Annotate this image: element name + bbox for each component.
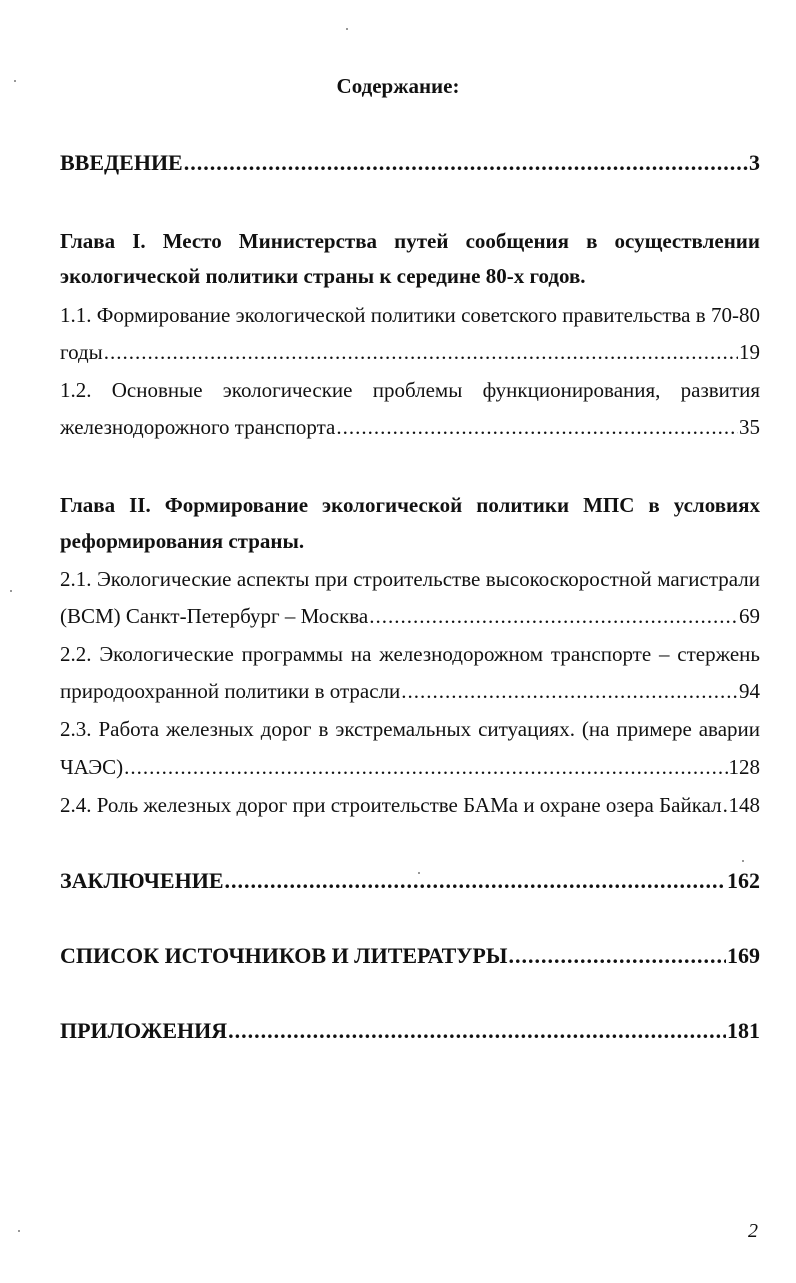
toc-entry-2-2 xyxy=(60,678,760,704)
dot-leader xyxy=(124,754,727,780)
toc-entry-page: 19 xyxy=(739,340,760,364)
scan-speck xyxy=(346,28,348,30)
toc-entry-appendix xyxy=(60,1018,760,1044)
chapter1-heading-line2: экологической политики страны к середине 80-х годов. xyxy=(60,264,586,288)
page-title: Содержание: xyxy=(336,74,460,98)
dot-leader xyxy=(508,943,726,969)
toc-entry-sources xyxy=(60,943,760,969)
toc-entry-intro xyxy=(60,150,760,176)
toc-entry-label: ЗАКЛЮЧЕНИЕ xyxy=(60,868,224,893)
toc-entry-page: 94 xyxy=(739,679,760,703)
dot-leader xyxy=(225,868,727,894)
dot-leader xyxy=(184,150,748,176)
dot-leader xyxy=(336,414,738,440)
scan-speck xyxy=(18,1230,20,1232)
section-2-1-line1: 2.1. Экологические аспекты при строительстве высокоскоростной магистрали xyxy=(60,567,760,591)
section-2-2-line1: 2.2. Экологические программы на железнодорожном транспорте – стержень xyxy=(60,642,760,666)
toc-entry-page: 3 xyxy=(749,150,760,175)
chapter2-heading-line1: Глава II. Формирование экологической политики МПС в условиях xyxy=(60,493,760,517)
scan-speck xyxy=(10,590,12,592)
scan-speck xyxy=(742,860,744,862)
scan-speck xyxy=(14,80,16,82)
toc-entry-page: 169 xyxy=(727,943,760,968)
toc-entry-page: 162 xyxy=(727,868,760,893)
scan-speck xyxy=(418,872,420,874)
toc-entry-label: ЧАЭС) xyxy=(60,755,124,779)
toc-entry-label: железнодорожного транспорта xyxy=(60,415,336,439)
toc-entry-page: 35 xyxy=(739,415,760,439)
toc-entry-label: годы xyxy=(60,340,103,364)
toc-entry-conclusion xyxy=(60,868,760,894)
section-2-3-line1: 2.3. Работа железных дорог в экстремальных ситуациях. (на примере аварии xyxy=(60,717,760,741)
toc-entry-page: 148 xyxy=(728,793,760,817)
toc-entry-2-1 xyxy=(60,603,760,629)
toc-entry-1-2 xyxy=(60,414,760,440)
toc-entry-label: ПРИЛОЖЕНИЯ xyxy=(60,1018,228,1043)
toc-entry-page: 181 xyxy=(727,1018,760,1043)
toc-entry-page: 69 xyxy=(739,604,760,628)
chapter2-heading-line2: реформирования страны. xyxy=(60,529,305,553)
dot-leader xyxy=(228,1018,726,1044)
dot-leader xyxy=(401,678,738,704)
toc-entry-2-4 xyxy=(60,792,760,818)
toc-entry-label: (ВСМ) Санкт-Петербург – Москва xyxy=(60,604,369,628)
section-1-2-line1: 1.2. Основные экологические проблемы функционирования, развития xyxy=(60,378,760,402)
section-1-1-line1: 1.1. Формирование экологической политики советского правительства в 70-80 xyxy=(60,303,760,327)
toc-entry-label: СПИСОК ИСТОЧНИКОВ И ЛИТЕРАТУРЫ xyxy=(60,943,508,968)
chapter1-heading-line1: Глава I. Место Министерства путей сообщения в осуществлении xyxy=(60,229,760,253)
toc-entry-label: 2.4. Роль железных дорог при строительстве БАМа и охране озера Байкал xyxy=(60,793,722,817)
dot-leader xyxy=(723,792,728,818)
toc-entry-page: 128 xyxy=(728,755,760,779)
toc-entry-1-1 xyxy=(60,339,760,365)
dot-leader xyxy=(104,339,738,365)
toc-entry-label: природоохранной политики в отрасли xyxy=(60,679,401,703)
toc-entry-label: ВВЕДЕНИЕ xyxy=(60,150,183,175)
page-number: 2 xyxy=(748,1220,758,1242)
toc-entry-2-3 xyxy=(60,754,760,780)
dot-leader xyxy=(369,603,738,629)
